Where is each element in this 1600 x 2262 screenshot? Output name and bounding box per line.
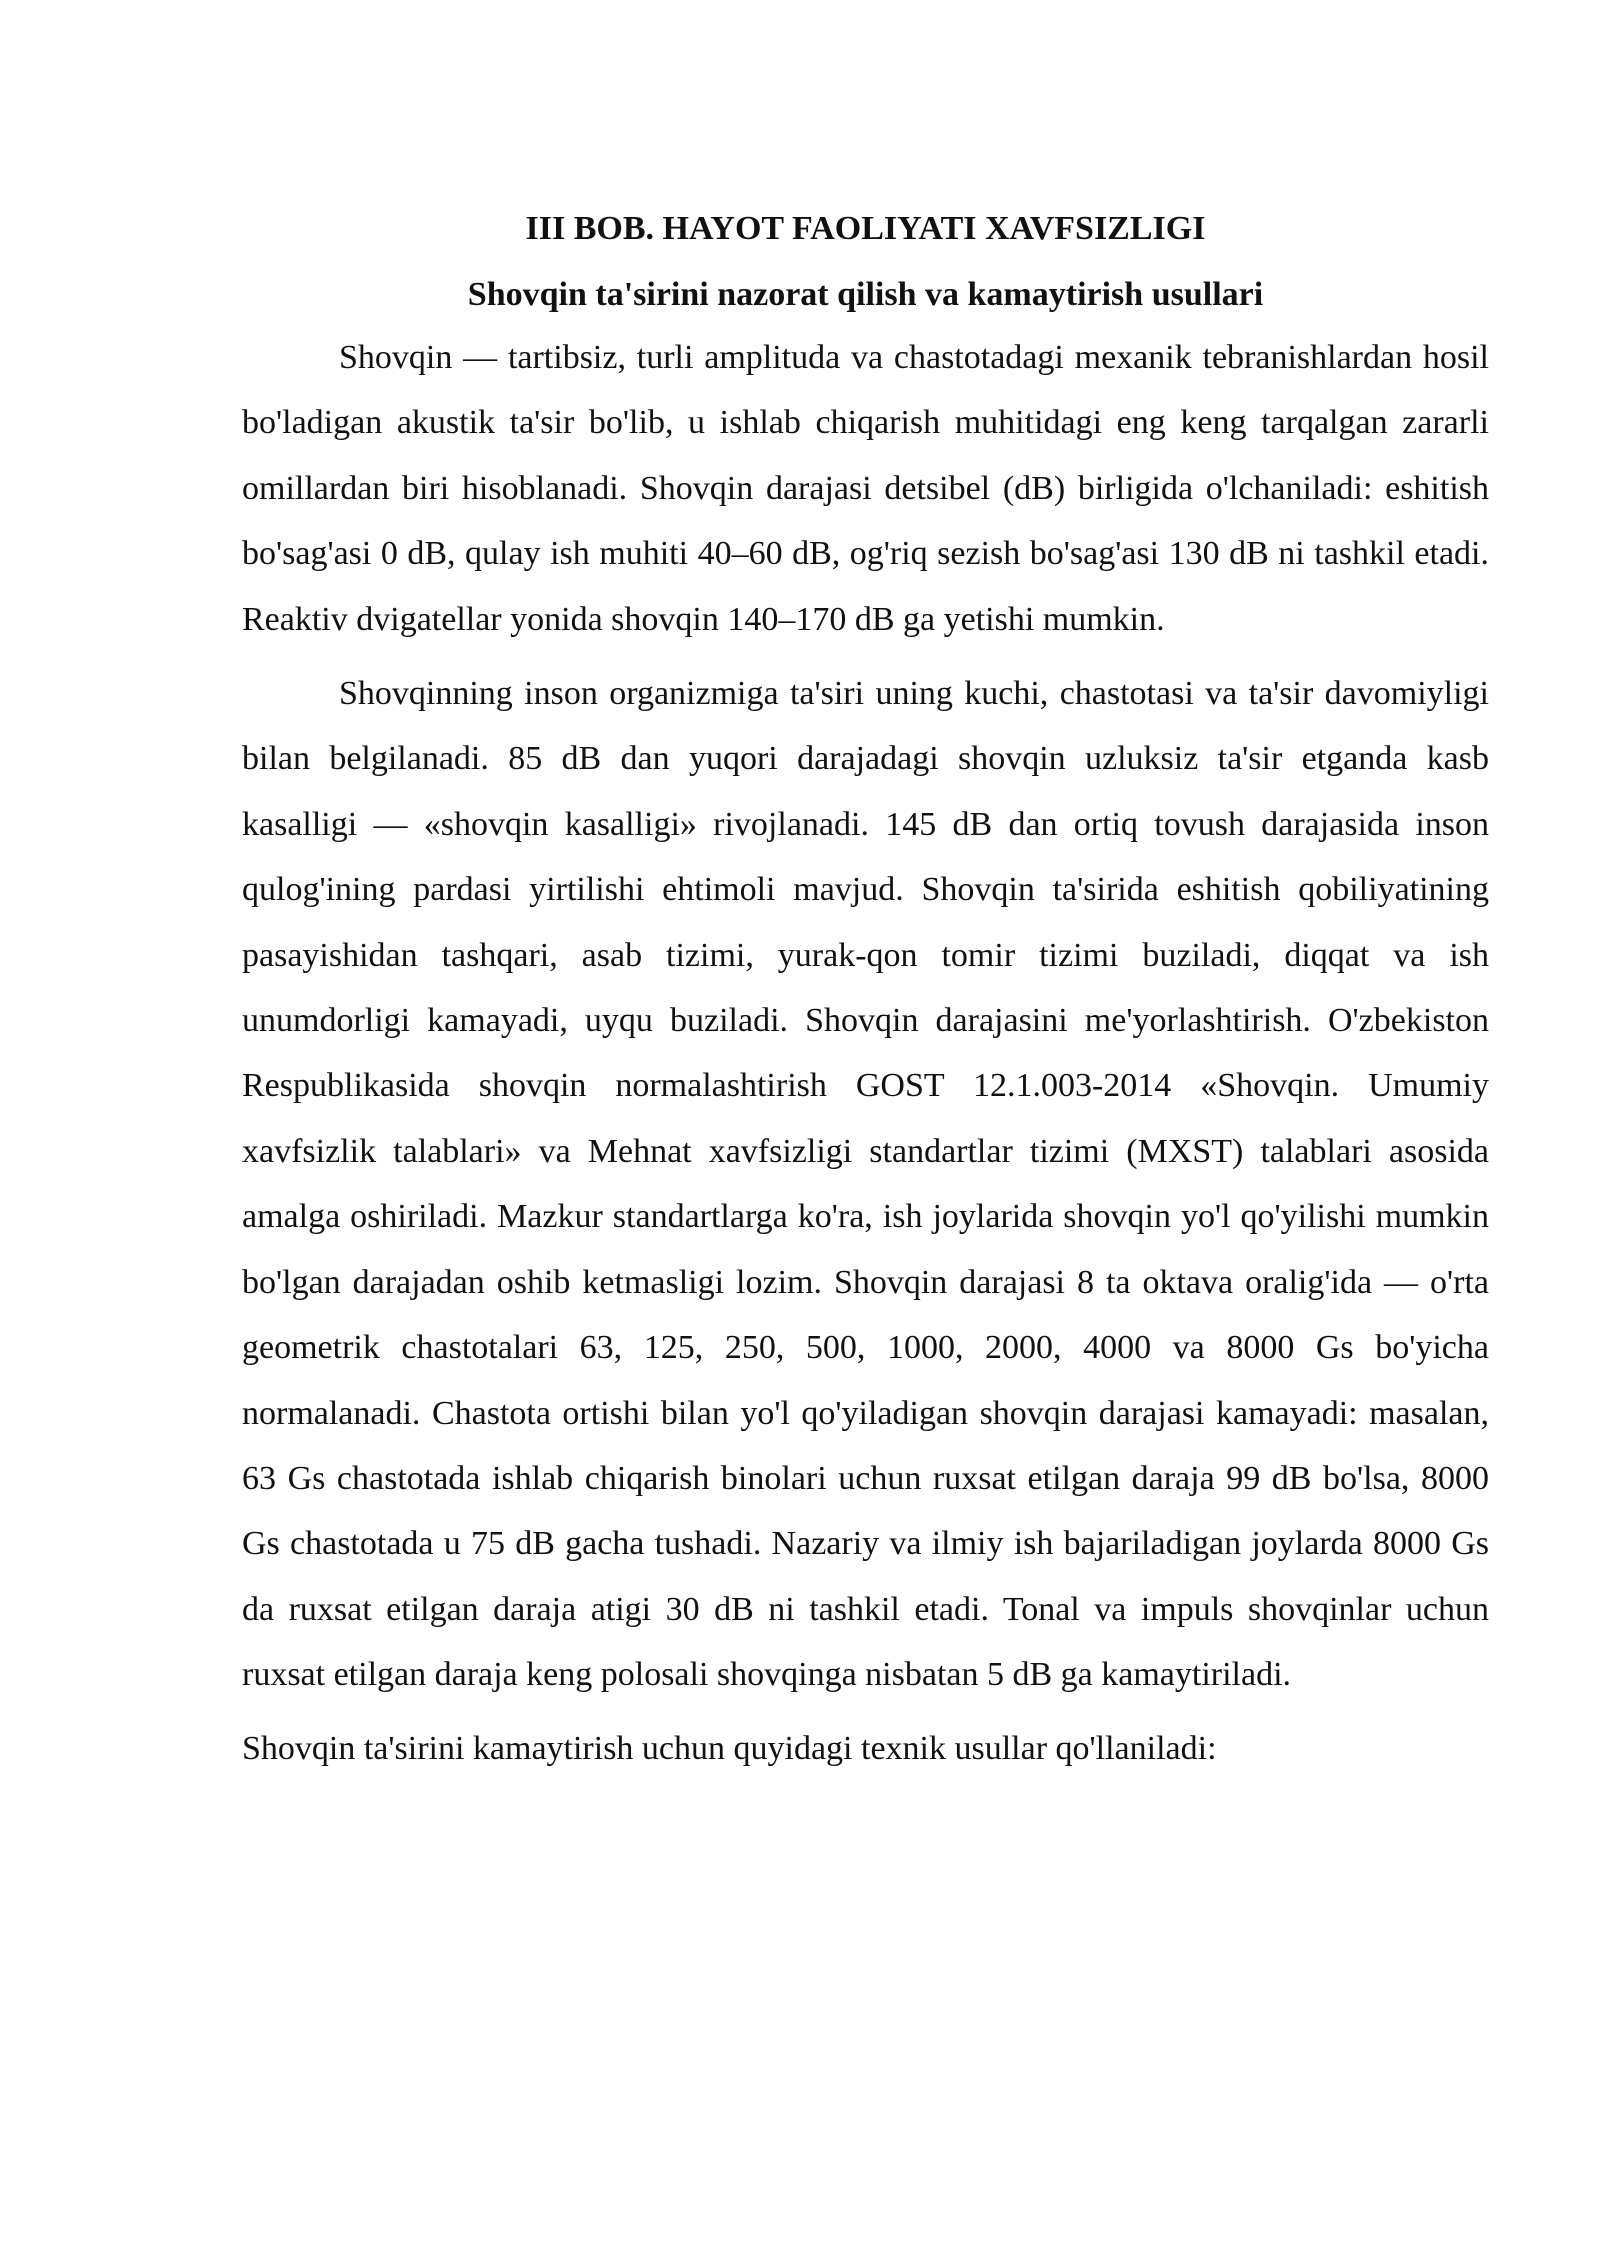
body-paragraph: Shovqinning inson organizmiga ta'siri uning kuchi, chastotasi va ta'sir davomiyligi bilan belgilanadi. 85 dB dan yuqori darajadagi shovqin uzluksiz ta'sir etganda kasb kasalligi — «shovqin kasalligi» rivojlanadi. 145 dB dan ortiq tovush darajasida inson qulog'ining pardasi yirtilishi ehtimoli mavjud. Shovqin ta'sirida eshitish qobiliyatining pasayishidan tashqari, asab tizimi, yurak-qon tomir tizimi buziladi, diqqat va ish unumdorligi kamayadi, uyqu buziladi. Shovqin darajasini me'yorlashtirish. O'zbekiston Respublikasida shovqin normalashtirish GOST 12.1.003-2014 «Shovqin. Umumiy xavfsizlik talablari» va Mehnat xavfsizligi standartlar tizimi (MXST) talablari asosida amalga oshiriladi. Mazkur standartlarga ko'ra, ish joylarida shovqin yo'l qo'yilishi mumkin bo'lgan darajadan oshib ketmasligi lozim. Shovqin darajasi 8 ta oktava oralig'ida — o'rta geometrik chastotalari 63, 125, 250, 500, 1000, 2000, 4000 va 8000 Gs bo'yicha normalanadi. Chastota ortishi bilan yo'l qo'yiladigan shovqin darajasi kamayadi: masalan, 63 Gs chastotada ishlab chiqarish binolari uchun ruxsat etilgan daraja 99 dB bo'lsa, 8000 Gs chastotada u 75 dB gacha tushadi. Nazariy va ilmiy ish bajariladigan joylarda 8000 Gs da ruxsat etilgan daraja atigi 30 dB ni tashkil etadi. Tonal va impuls shovqinlar uchun ruxsat etilgan daraja keng polosali shovqinga nisbatan 5 dB ga kamaytiriladi. xyxy=(242,675,1489,1694)
section-title: Shovqin ta'sirini nazorat qilish va kamaytirish usullari xyxy=(467,276,1264,313)
chapter-title: III BOB. HAYOT FAOLIYATI XAVFSIZLIGI xyxy=(525,210,1206,247)
document-page xyxy=(242,200,1489,1781)
closing-line: Shovqin ta'sirini kamaytirish uchun quyidagi texnik usullar qo'llaniladi: xyxy=(242,1729,1217,1767)
body-paragraph: Shovqin — tartibsiz, turli amplituda va chastotadagi mexanik tebranishlardan hosil bo'ladigan akustik ta'sir bo'lib, u ishlab chiqarish muhitidagi eng keng tarqalgan zararli omillardan biri hisoblanadi. Shovqin darajasi detsibel (dB) birligida o'lchaniladi: eshitish bo'sag'asi 0 dB, qulay ish muhiti 40–60 dB, og'riq sezish bo'sag'asi 130 dB ni tashkil etadi. Reaktiv dvigatellar yonida shovqin 140–170 dB ga yetishi mumkin. xyxy=(242,339,1489,638)
